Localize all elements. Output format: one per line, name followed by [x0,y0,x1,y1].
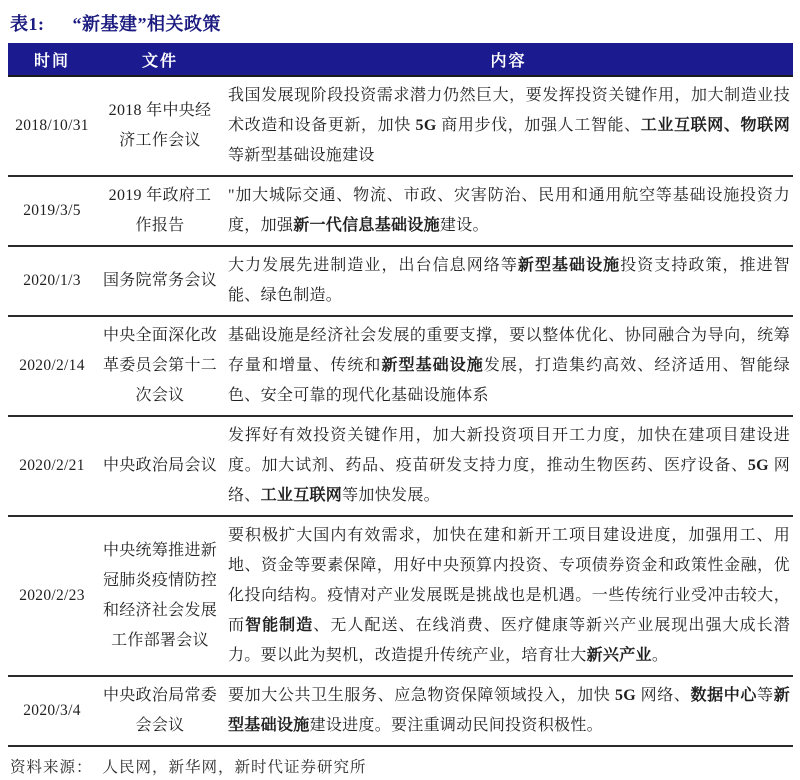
content-segment: 商用步伐，加强人工智能、 [436,117,641,134]
content-segment: 发展，打造集约高效、经济适用、智能绿色、安全可靠的现代化基础设施体系 [228,357,791,404]
content-segment: 等新型基础设施建设 [228,147,375,164]
row-date: 2020/2/23 [8,516,96,676]
content-segment: 、无人配送、在线消费、医疗健康等新兴产业展现出强大成长潜力。要以此为契机，改造提升传统产业，培育壮大 [228,617,790,664]
content-keyword-bold: 工业互联网、物联网 [640,117,791,134]
content-segment: 大力发展先进制造业，出台信息网络等 [228,257,518,274]
source-text: 人民网，新华网，新时代证券研究所 [102,759,367,776]
table-title [8,8,793,43]
table-row [8,416,793,516]
content-segment: 建设。 [439,217,489,234]
source-line [8,747,793,777]
row-date: 2020/2/21 [8,416,96,516]
content-keyword-bold: 智能制造 [245,617,314,634]
row-date: 2020/3/4 [8,676,96,746]
content-segment: 我国发展现阶段投资需求潜力仍然巨大，要发挥投资关键作用，加大制造业技术改造和设备更新，加快 [228,87,790,134]
content-keyword-bold: 5G [747,457,769,474]
source-label: 资料来源： [10,759,93,776]
row-date: 2020/1/3 [8,246,96,316]
content-segment: 基础设施是经济社会发展的重要支撑，要以整体优化、协同融合为导向，统筹存量和增量、传统和 [228,327,790,374]
table-title-text: “新基建”相关政策 [72,14,221,34]
table-header-row [8,43,793,76]
policy-table [8,43,793,747]
column-header-content: 内容 [224,43,793,76]
content-segment: 等 [757,687,774,704]
row-content [224,676,793,746]
content-keyword-bold: 新型基础设施 [381,357,484,374]
content-keyword-bold: 新一代信息基础设施 [293,217,440,234]
row-content [224,246,793,316]
content-keyword-bold: 新兴产业 [586,647,652,664]
content-segment: 网络、 [228,457,790,504]
row-content [224,416,793,516]
content-segment: 要积极扩大国内有效需求，加快在建和新开工项目建设进度，加强用工、用地、资金等要素保障，用好中央预算内投资、专项债券资金和政策性金融，优化投向结构。疫情对产业发展既是挑战也是机遇。一些传统行业受冲击较大，而 [228,527,790,634]
table-row [8,176,793,246]
table-number-label: 表1: [10,14,45,34]
row-document: 2019 年政府工作报告 [96,176,224,246]
table-row [8,516,793,676]
row-document: 2018 年中央经济工作会议 [96,76,224,176]
row-document: 中央政治局常委会会议 [96,676,224,746]
content-segment: 。 [651,647,669,664]
row-content [224,76,793,176]
table-row [8,246,793,316]
row-date: 2018/10/31 [8,76,96,176]
content-segment: 等加快发展。 [342,487,440,504]
content-segment: 建设进度。要注重调动民间投资积极性。 [309,717,603,734]
row-date: 2019/3/5 [8,176,96,246]
content-segment: 投资支持政策，推进智能、绿色制造。 [228,257,790,304]
table-body [8,76,793,746]
column-header-time: 时间 [8,43,96,76]
content-segment: "加大城际交通、物流、市政、灾害防治、民用和通用航空等基础设施投资力度，加强 [228,187,790,234]
column-header-document: 文件 [96,43,224,76]
content-keyword-bold: 工业互联网 [260,487,343,504]
row-content [224,316,793,416]
content-keyword-bold: 数据中心 [690,687,758,704]
row-document: 中央政治局会议 [96,416,224,516]
row-content [224,176,793,246]
row-content [224,516,793,676]
content-segment: 要加大公共卫生服务、应急物资保障领域投入，加快 [228,687,615,704]
table-row [8,76,793,176]
table-row [8,676,793,746]
row-date: 2020/2/14 [8,316,96,416]
content-keyword-bold: 新型基础设施 [517,257,621,274]
content-segment: 发挥好有效投资关键作用，加大新投资项目开工力度，加快在建项目建设进度。加大试剂、药品、疫苗研发支持力度，推动生物医药、医疗设备、 [228,427,790,474]
content-keyword-bold: 5G [615,687,637,704]
row-document: 中央全面深化改革委员会第十二次会议 [96,316,224,416]
row-document: 中央统筹推进新冠肺炎疫情防控和经济社会发展工作部署会议 [96,516,224,676]
content-keyword-bold: 新型基础设施 [228,687,790,734]
row-document: 国务院常务会议 [96,246,224,316]
content-keyword-bold: 5G [415,117,437,134]
table-row [8,316,793,416]
content-segment: 网络、 [636,687,691,704]
